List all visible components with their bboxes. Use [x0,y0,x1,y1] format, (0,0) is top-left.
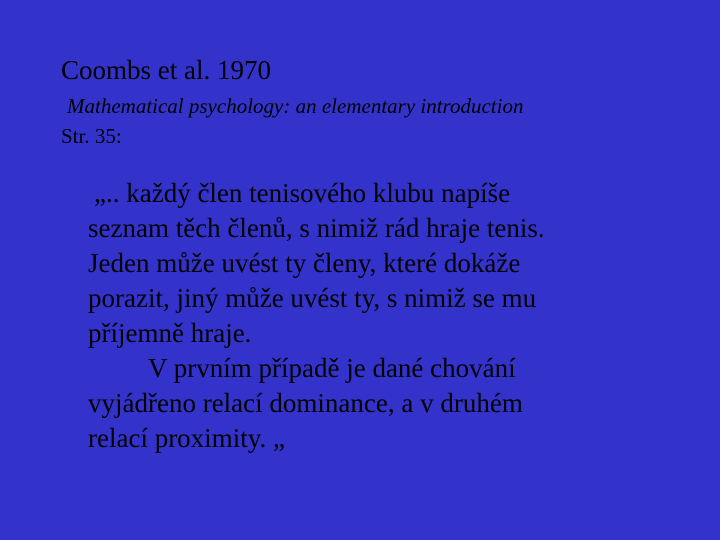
quote-line: vyjádřeno relací dominance, a v druhém [88,388,523,418]
quote-line: porazit, jiný může uvést ty, s nimiž se mu [88,283,537,313]
quote-line: „.. každý člen tenisového klubu napíše [94,178,511,208]
quote-line: V prvním případě je dané chování [148,353,516,383]
quote-block [88,176,545,456]
quote-line: seznam těch členů, s nimiž rád hraje tenis. [88,213,545,243]
quote-line: příjemně hraje. [88,318,252,348]
reference-author-year: Coombs et al. 1970 [61,55,271,85]
reference-book-title: Mathematical psychology: an elementary introduction [67,94,524,118]
quote-line: Jeden může uvést ty členy, které dokáže [88,248,521,278]
quote-line: relací proximity. „ [88,423,285,453]
reference-page: Str. 35: [61,124,122,148]
